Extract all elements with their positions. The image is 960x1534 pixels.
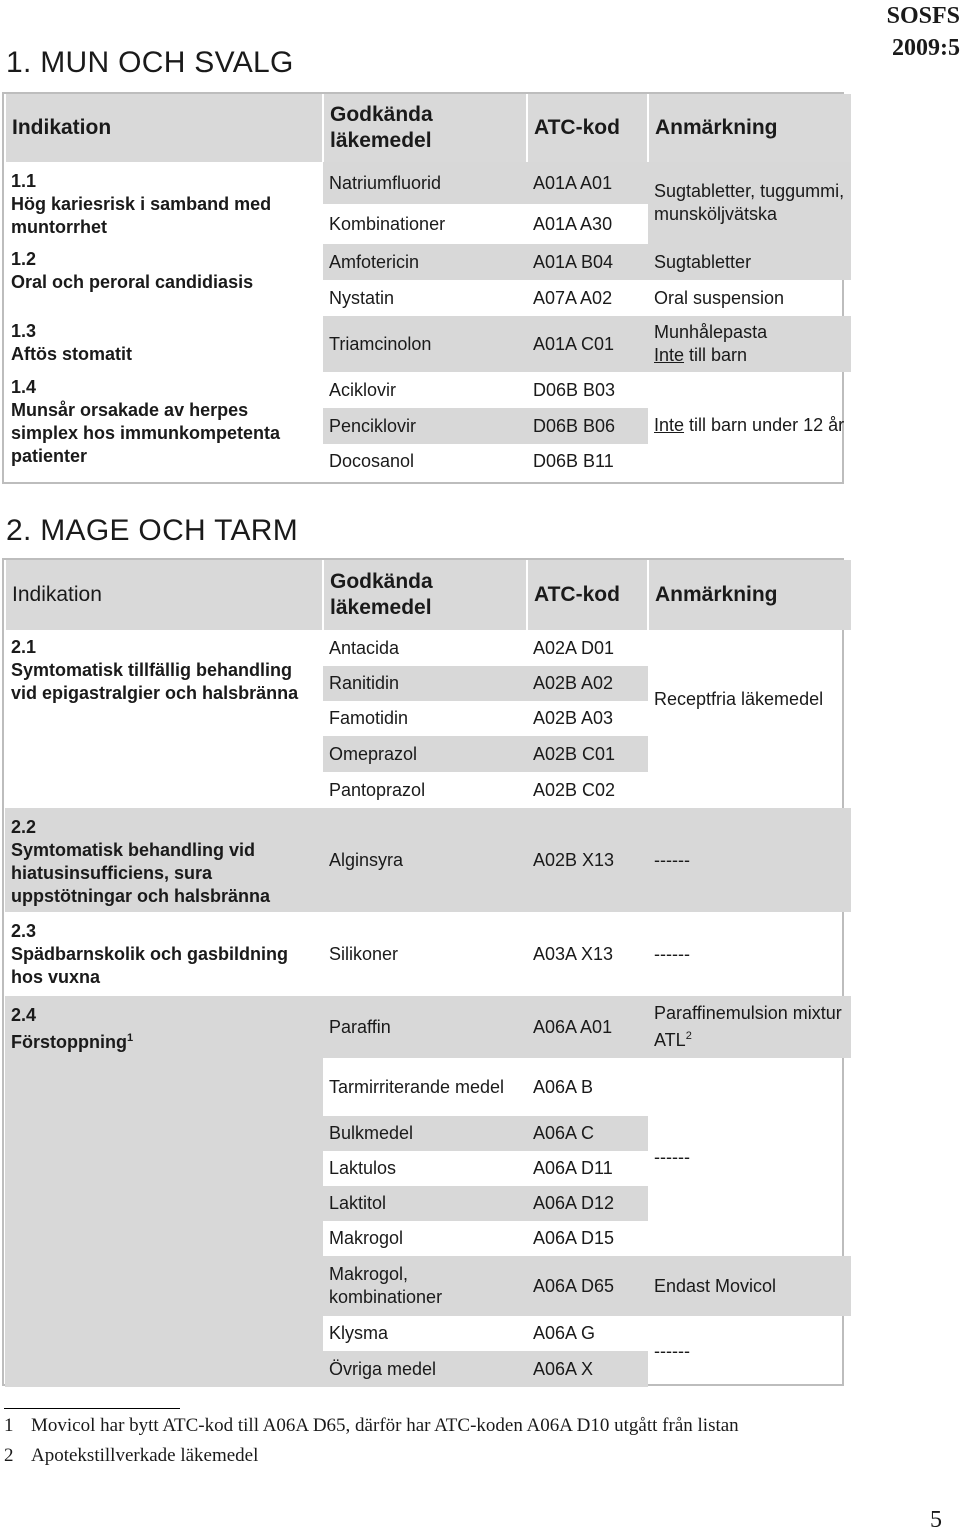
col-lakemedel: Godkända läkemedel [323,560,527,630]
drug-name: Klysma [329,1323,389,1343]
indication-text-main: Förstoppning [11,1032,127,1052]
note: ------ [654,1341,690,1361]
atc-code: A06A B [533,1076,594,1097]
drug-name: Makrogol [329,1228,404,1248]
drug-name: Paraffin [323,996,527,1058]
indication-text: Hög kariesrisk i samband med muntorrhet [11,194,272,237]
drug-name: Laktulos [329,1158,397,1178]
page-number: 5 [930,1507,942,1533]
table-row [5,630,851,666]
section1-table [4,94,851,478]
indication-number: 1.4 [11,377,37,397]
footnote-text: Movicol har bytt ATC-kod till A06A D65, därför har ATC-koden A06A D10 utgått från listan [31,1415,739,1436]
section2-table [4,560,851,1387]
table-row [5,244,851,280]
indication-1-3 [5,316,323,372]
note: Receptfria läkemedel [654,689,824,709]
indication-1-4 [5,372,323,478]
atc-code: A06A C [527,1116,648,1151]
indication-text: Oral och peroral candidiasis [11,272,254,292]
atc-code: A01A A01 [527,162,648,204]
note: ------ [654,943,690,964]
atc-code: A02B A02 [527,666,648,701]
document-code [876,0,960,64]
col-anmarkning: Anmärkning [648,94,851,162]
drug-name: Amfotericin [323,244,527,280]
atc-code: A07A A02 [533,287,613,308]
indication-1-2 [5,244,323,316]
atc-code: A02A D01 [533,637,615,658]
drug-name: Nystatin [329,287,395,308]
table-row [5,316,851,372]
indication-number: 2.3 [11,921,37,941]
note: Oral suspension [654,287,785,308]
atc-code: D06B B06 [527,408,648,444]
footnote-text: Apotekstillverkade läkemedel [31,1445,259,1466]
indication-number: 2.1 [11,637,37,657]
atc-code: A02B X13 [527,808,648,912]
note: Endast Movicol [648,1256,851,1316]
note-line [654,344,845,367]
atc-code: A06A X [527,1351,648,1387]
table-row [5,372,851,408]
indication-text: Munsår orsakade av herpes simplex hos immunkompetenta patienter [11,400,281,466]
col-atc: ATC-kod [527,560,648,630]
note: Sugtabletter, tuggummi, munsköljvätska [648,162,851,244]
section2-title: 2. MAGE OCH TARM [6,514,299,547]
indication-text: Aftös stomatit [11,344,132,364]
drug-name: Penciklovir [323,408,527,444]
indication-text: Symtomatisk tillfällig behandling vid epigastralgier och halsbränna [11,660,299,703]
atc-code: A02B A03 [533,708,614,728]
indication-number: 2.4 [11,1005,37,1025]
indication-number: 2.2 [11,817,37,837]
drug-name: Silikoner [329,943,399,964]
atc-code: D06B B11 [533,450,614,471]
note [648,316,851,372]
drug-name: Ranitidin [323,666,527,701]
footnote-ref: 2 [685,1030,692,1042]
atc-code: D06B B03 [533,379,616,400]
note-line: Munhålepasta [654,322,768,342]
drug-name: Laktitol [323,1186,527,1221]
drug-name: Tarmirriterande medel [329,1076,505,1097]
atc-code: A06A D11 [533,1158,613,1178]
atc-code: A02B C01 [527,736,648,772]
note: ------ [654,1146,690,1167]
footnote-2 [4,1445,258,1467]
table-row [5,912,851,996]
footnote-ref: 1 [126,1032,134,1044]
indication-number: 1.2 [11,249,37,269]
drug-name: Bulkmedel [323,1116,527,1151]
drug-name: Kombinationer [329,213,446,234]
footnote-number: 1 [4,1415,14,1436]
indication-2-4 [5,996,323,1387]
table-row [5,996,851,1058]
section1-title: 1. MUN OCH SVALG [6,46,294,79]
drug-name: Natriumfluorid [323,162,527,204]
footnote-divider [4,1408,180,1409]
drug-name: Famotidin [329,708,409,728]
drug-name: Antacida [329,637,400,658]
drug-name: Omeprazol [323,736,527,772]
table-row [5,808,851,912]
indication-2-3 [5,912,323,996]
atc-code: A02B C02 [533,779,616,800]
atc-code: A06A G [533,1323,596,1343]
atc-code: A01A A30 [533,213,613,234]
indication-number: 1.3 [11,321,37,341]
drug-name: Docosanol [329,450,415,471]
atc-code: A01A B04 [527,244,648,280]
note-rest: till barn [684,345,748,365]
atc-code: A06A D15 [533,1228,615,1248]
drug-name: Aciklovir [329,379,397,400]
drug-name: Triamcinolon [323,316,527,372]
atc-code: A06A D12 [527,1186,648,1221]
drug-name: Makrogol, kombinationer [323,1256,527,1316]
col-lakemedel: Godkända läkemedel [323,94,527,162]
col-atc: ATC-kod [527,94,648,162]
atc-code: A06A A01 [527,996,648,1058]
indication-1-1 [5,162,323,244]
table-row [5,162,851,204]
atc-code: A06A D65 [527,1256,648,1316]
indication-text [11,1027,317,1054]
note [648,996,851,1058]
section1-header-row [5,94,851,162]
indication-2-2 [5,808,323,912]
note-underlined: Inte [654,345,685,365]
note: ------ [648,808,851,912]
indication-2-1 [5,630,323,808]
note-text: Paraffinemulsion mixtur ATL [654,1003,842,1050]
col-indikation: Indikation [5,94,323,162]
col-anmarkning: Anmärkning [648,560,851,630]
note: Sugtabletter [648,244,851,280]
drug-name: Alginsyra [323,808,527,912]
indication-text: Symtomatisk behandling vid hiatusinsufficiens, sura uppstötningar och halsbränna [11,840,271,906]
note-underlined: Inte [654,414,685,435]
section2-header-row [5,560,851,630]
footnote-1 [4,1415,739,1437]
col-indikation: Indikation [5,560,323,630]
indication-text: Spädbarnskolik och gasbildning hos vuxna [11,944,289,987]
drug-name: Pantoprazol [329,779,426,800]
footnote-number: 2 [4,1445,14,1466]
atc-code: A01A C01 [527,316,648,372]
indication-number: 1.1 [11,171,37,191]
note-rest: till barn under 12 år [684,414,845,435]
document-code-line1: SOSFS [886,3,960,29]
note [648,372,851,478]
drug-name: Övriga medel [323,1351,527,1387]
document-code-line2: 2009:5 [892,35,960,61]
atc-code: A03A X13 [533,943,614,964]
